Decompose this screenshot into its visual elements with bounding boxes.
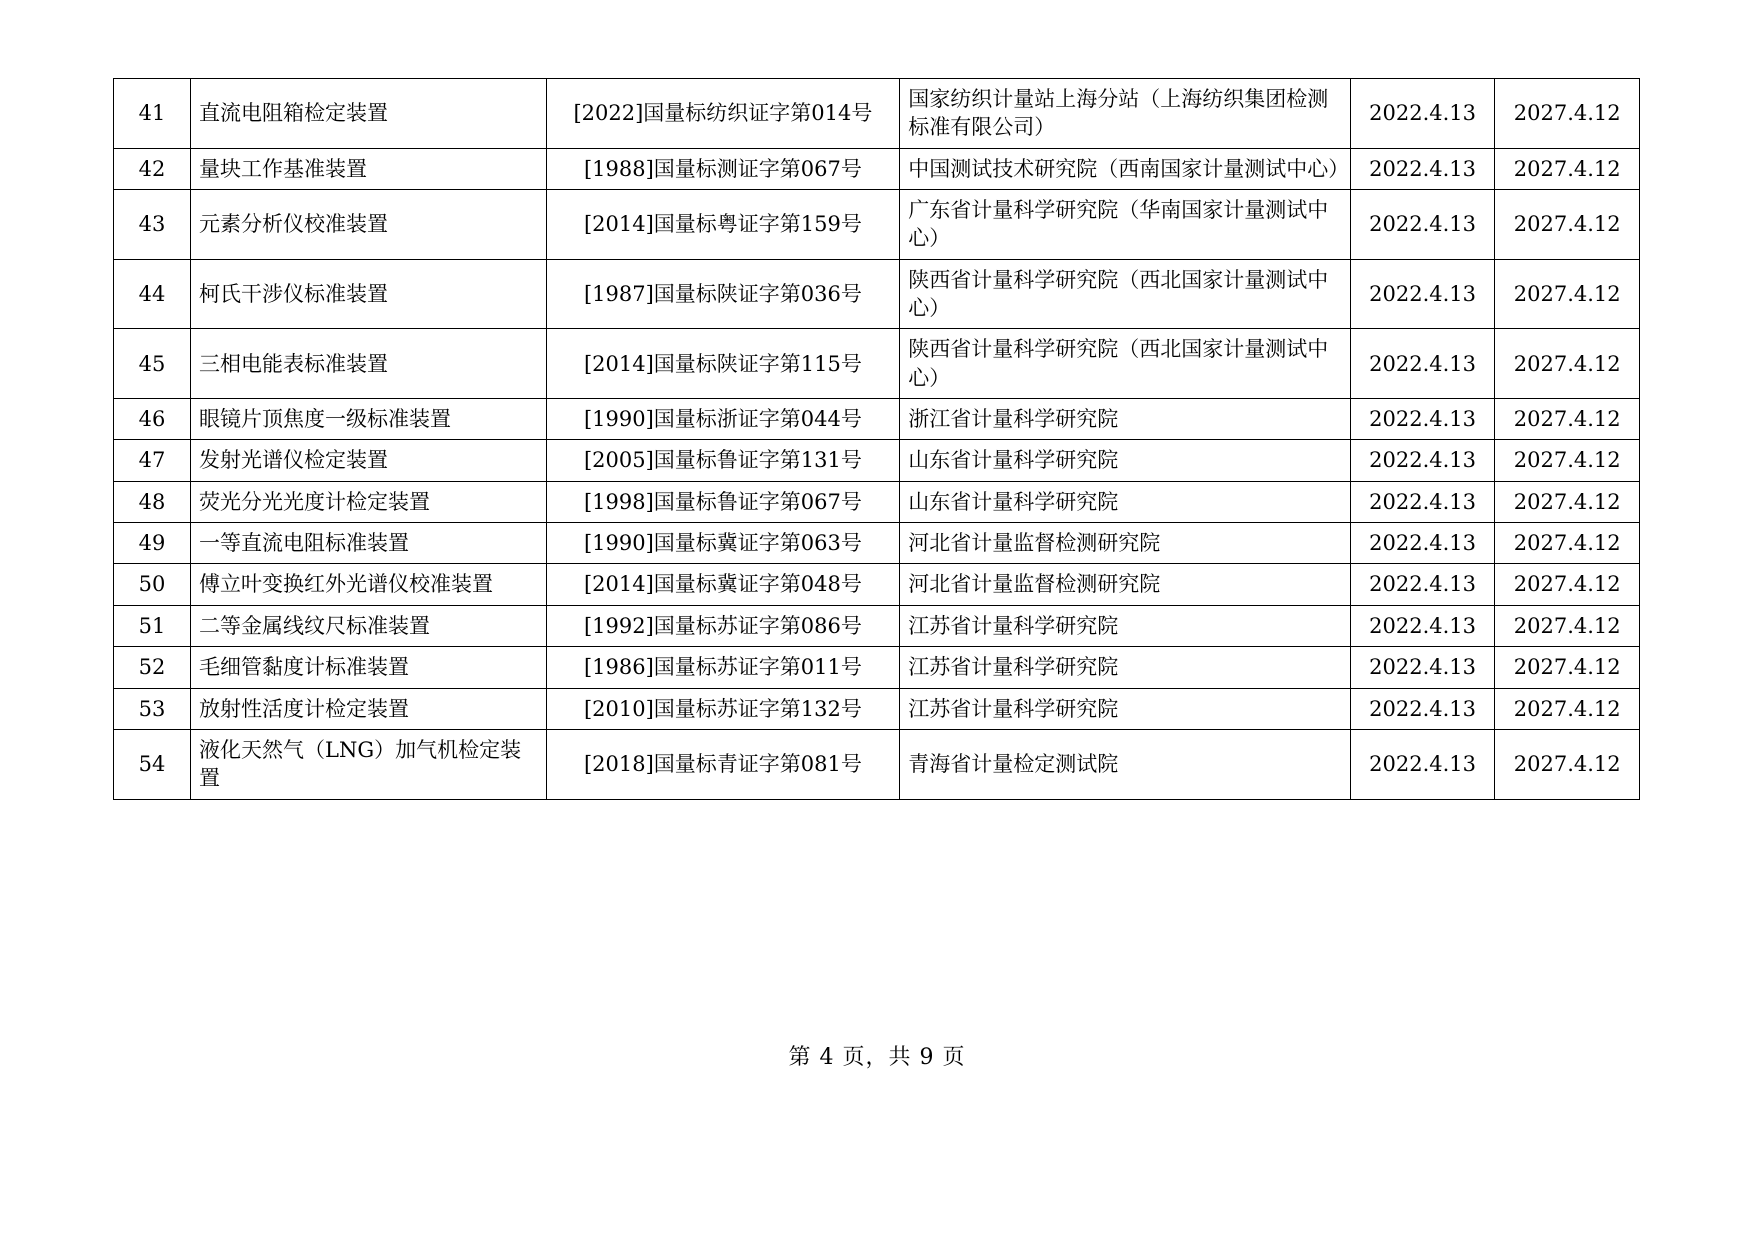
row-project-name: 眼镜片顶焦度一级标准装置 (191, 399, 547, 440)
row-organization: 陕西省计量科学研究院（西北国家计量测试中心） (900, 259, 1351, 329)
row-project-name: 直流电阻箱检定装置 (191, 79, 547, 149)
row-organization: 中国测试技术研究院（西南国家计量测试中心） (900, 148, 1351, 189)
row-organization: 陕西省计量科学研究院（西北国家计量测试中心） (900, 329, 1351, 399)
table-row (114, 523, 1640, 564)
row-project-name: 柯氏干涉仪标准装置 (191, 259, 547, 329)
row-end-date: 2027.4.12 (1495, 481, 1640, 522)
row-index: 42 (114, 148, 191, 189)
row-index: 46 (114, 399, 191, 440)
row-end-date: 2027.4.12 (1495, 729, 1640, 799)
row-end-date: 2027.4.12 (1495, 605, 1640, 646)
row-project-name: 液化天然气（LNG）加气机检定装置 (191, 729, 547, 799)
table-row (114, 729, 1640, 799)
row-organization: 浙江省计量科学研究院 (900, 399, 1351, 440)
table-row (114, 79, 1640, 149)
row-certificate-number: [1998]国量标鲁证字第067号 (546, 481, 900, 522)
row-certificate-number: [2014]国量标冀证字第048号 (546, 564, 900, 605)
row-index: 50 (114, 564, 191, 605)
row-certificate-number: [2018]国量标青证字第081号 (546, 729, 900, 799)
row-organization: 广东省计量科学研究院（华南国家计量测试中心） (900, 190, 1351, 260)
row-project-name: 二等金属线纹尺标准装置 (191, 605, 547, 646)
row-end-date: 2027.4.12 (1495, 688, 1640, 729)
row-certificate-number: [2005]国量标鲁证字第131号 (546, 440, 900, 481)
row-certificate-number: [1990]国量标冀证字第063号 (546, 523, 900, 564)
row-start-date: 2022.4.13 (1350, 79, 1495, 149)
table-body (114, 79, 1640, 800)
row-project-name: 元素分析仪校准装置 (191, 190, 547, 260)
row-index: 54 (114, 729, 191, 799)
row-organization: 河北省计量监督检测研究院 (900, 523, 1351, 564)
standards-table (113, 78, 1640, 800)
row-start-date: 2022.4.13 (1350, 259, 1495, 329)
row-start-date: 2022.4.13 (1350, 523, 1495, 564)
table-row (114, 259, 1640, 329)
row-certificate-number: [1990]国量标浙证字第044号 (546, 399, 900, 440)
row-index: 44 (114, 259, 191, 329)
page-footer: 第 4 页，共 9 页 (788, 1045, 966, 1070)
row-certificate-number: [2010]国量标苏证字第132号 (546, 688, 900, 729)
row-start-date: 2022.4.13 (1350, 605, 1495, 646)
row-end-date: 2027.4.12 (1495, 564, 1640, 605)
row-project-name: 毛细管黏度计标准装置 (191, 647, 547, 688)
row-end-date: 2027.4.12 (1495, 647, 1640, 688)
row-organization: 河北省计量监督检测研究院 (900, 564, 1351, 605)
table-row (114, 564, 1640, 605)
table-row (114, 329, 1640, 399)
row-certificate-number: [1987]国量标陕证字第036号 (546, 259, 900, 329)
table-row (114, 399, 1640, 440)
row-organization: 山东省计量科学研究院 (900, 440, 1351, 481)
row-end-date: 2027.4.12 (1495, 440, 1640, 481)
row-organization: 山东省计量科学研究院 (900, 481, 1351, 522)
row-end-date: 2027.4.12 (1495, 79, 1640, 149)
row-certificate-number: [2022]国量标纺织证字第014号 (546, 79, 900, 149)
table-row (114, 605, 1640, 646)
row-start-date: 2022.4.13 (1350, 440, 1495, 481)
row-end-date: 2027.4.12 (1495, 399, 1640, 440)
row-start-date: 2022.4.13 (1350, 148, 1495, 189)
row-project-name: 放射性活度计检定装置 (191, 688, 547, 729)
table-row (114, 190, 1640, 260)
row-index: 45 (114, 329, 191, 399)
row-start-date: 2022.4.13 (1350, 729, 1495, 799)
row-start-date: 2022.4.13 (1350, 564, 1495, 605)
row-project-name: 傅立叶变换红外光谱仪校准装置 (191, 564, 547, 605)
row-index: 47 (114, 440, 191, 481)
row-organization: 青海省计量检定测试院 (900, 729, 1351, 799)
row-end-date: 2027.4.12 (1495, 329, 1640, 399)
row-project-name: 量块工作基准装置 (191, 148, 547, 189)
row-start-date: 2022.4.13 (1350, 399, 1495, 440)
row-certificate-number: [1992]国量标苏证字第086号 (546, 605, 900, 646)
row-end-date: 2027.4.12 (1495, 259, 1640, 329)
row-index: 51 (114, 605, 191, 646)
row-start-date: 2022.4.13 (1350, 688, 1495, 729)
row-organization: 江苏省计量科学研究院 (900, 688, 1351, 729)
row-index: 41 (114, 79, 191, 149)
row-end-date: 2027.4.12 (1495, 148, 1640, 189)
row-organization: 国家纺织计量站上海分站（上海纺织集团检测标准有限公司） (900, 79, 1351, 149)
row-index: 53 (114, 688, 191, 729)
row-organization: 江苏省计量科学研究院 (900, 605, 1351, 646)
row-certificate-number: [1988]国量标测证字第067号 (546, 148, 900, 189)
row-end-date: 2027.4.12 (1495, 523, 1640, 564)
row-project-name: 荧光分光光度计检定装置 (191, 481, 547, 522)
row-project-name: 一等直流电阻标准装置 (191, 523, 547, 564)
row-certificate-number: [1986]国量标苏证字第011号 (546, 647, 900, 688)
row-index: 52 (114, 647, 191, 688)
table-row (114, 440, 1640, 481)
row-end-date: 2027.4.12 (1495, 190, 1640, 260)
table-row (114, 148, 1640, 189)
row-start-date: 2022.4.13 (1350, 647, 1495, 688)
table-row (114, 647, 1640, 688)
row-index: 49 (114, 523, 191, 564)
row-project-name: 三相电能表标准装置 (191, 329, 547, 399)
row-organization: 江苏省计量科学研究院 (900, 647, 1351, 688)
row-start-date: 2022.4.13 (1350, 329, 1495, 399)
row-start-date: 2022.4.13 (1350, 190, 1495, 260)
row-certificate-number: [2014]国量标粤证字第159号 (546, 190, 900, 260)
row-index: 48 (114, 481, 191, 522)
row-start-date: 2022.4.13 (1350, 481, 1495, 522)
row-index: 43 (114, 190, 191, 260)
row-project-name: 发射光谱仪检定装置 (191, 440, 547, 481)
standards-table-container (113, 78, 1640, 800)
row-certificate-number: [2014]国量标陕证字第115号 (546, 329, 900, 399)
table-row (114, 688, 1640, 729)
table-row (114, 481, 1640, 522)
